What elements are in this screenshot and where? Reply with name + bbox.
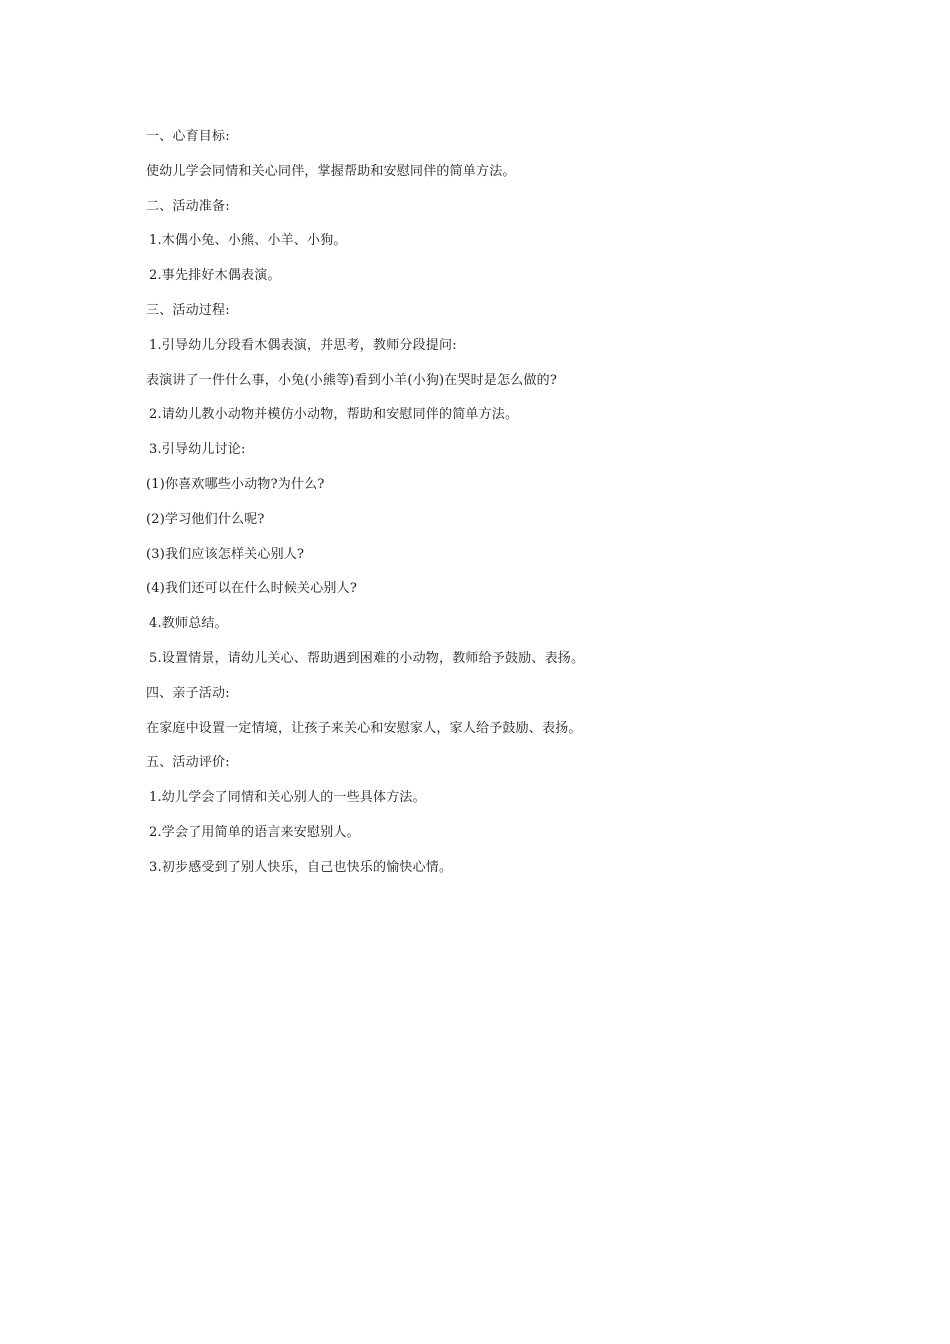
- list-item-evaluation-2: 2.学会了用简单的语言来安慰别人。: [149, 824, 360, 840]
- paragraph-family: 在家庭中设置一定情境，让孩子来关心和安慰家人，家人给予鼓励、表扬。: [146, 720, 582, 736]
- list-item-evaluation-3: 3.初步感受到了别人快乐，自己也快乐的愉快心情。: [149, 859, 453, 875]
- list-item-process-1: 1.引导幼儿分段看木偶表演，并思考，教师分段提问:: [149, 337, 457, 353]
- list-item-process-4: 4.教师总结。: [149, 616, 228, 632]
- section-heading-evaluation: 五、活动评价:: [146, 755, 230, 771]
- list-item-evaluation-1: 1.幼儿学会了同情和关心别人的一些具体方法。: [149, 790, 426, 806]
- section-heading-process: 三、活动过程:: [146, 302, 230, 318]
- discussion-item-4: (4)我们还可以在什么时候关心别人?: [146, 581, 357, 597]
- list-item-preparation-1: 1.木偶小兔、小熊、小羊、小狗。: [149, 233, 347, 249]
- list-item-preparation-2: 2.事先排好木偶表演。: [149, 268, 281, 284]
- section-heading-family: 四、亲子活动:: [146, 685, 230, 701]
- list-item-process-5: 5.设置情景，请幼儿关心、帮助遇到困难的小动物，教师给予鼓励、表扬。: [149, 650, 585, 666]
- list-item-process-2: 2.请幼儿教小动物并模仿小动物，帮助和安慰同伴的简单方法。: [149, 407, 519, 423]
- paragraph-process-question: 表演讲了一件什么事，小兔(小熊等)看到小羊(小狗)在哭时是怎么做的?: [146, 372, 558, 388]
- section-heading-preparation: 二、活动准备:: [146, 198, 230, 214]
- list-item-process-3: 3.引导幼儿讨论:: [149, 442, 246, 458]
- section-heading-goal: 一、心育目标:: [146, 129, 230, 144]
- paragraph-goal: 使幼儿学会同情和关心同伴，掌握帮助和安慰同伴的简单方法。: [146, 163, 516, 179]
- discussion-item-3: (3)我们应该怎样关心别人?: [146, 546, 305, 562]
- discussion-item-1: (1)你喜欢哪些小动物?为什么?: [146, 476, 325, 492]
- document-body: [146, 127, 846, 893]
- discussion-item-2: (2)学习他们什么呢?: [146, 511, 265, 527]
